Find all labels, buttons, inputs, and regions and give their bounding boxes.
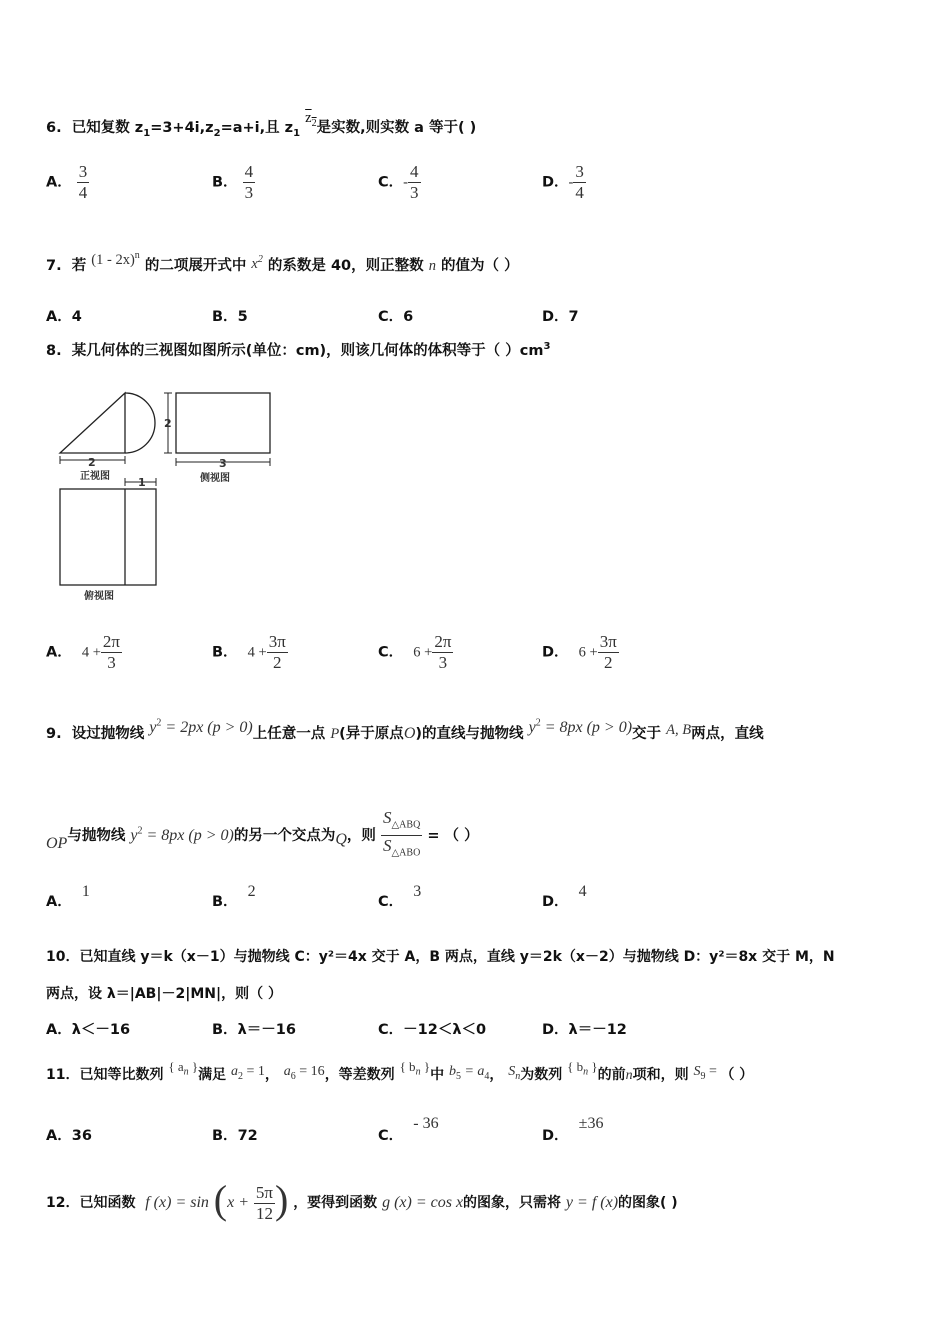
front-view-semicircle <box>125 393 155 453</box>
dim-2-height: 2 <box>164 417 172 430</box>
q11-option-b[interactable]: B．72 <box>212 1128 258 1144</box>
q8-option-d[interactable]: D． 6 + $\frac{3\pi}{2}$ <box>542 632 617 672</box>
q9-option-c[interactable]: C． 3 <box>378 883 422 910</box>
q6-option-b[interactable]: B． $\frac{4}{3}$ <box>212 162 254 202</box>
q10-option-d[interactable]: D．λ＝－12 <box>542 1022 627 1038</box>
q11-option-c[interactable]: C． - 36 <box>378 1115 439 1144</box>
side-view-rect <box>176 393 270 453</box>
q10-option-b[interactable]: B．λ＝－16 <box>212 1022 296 1038</box>
q6-stem: 6. 已知复数 $z_1=3+4i,z_2=a+i$,且 $z_1$ $z_2$是实数,则实数 a 等于( ) <box>46 110 477 139</box>
q11-stem: 11．已知等比数列 { $a_n$ }满足 $a_2 = 1$， $a_6 = 16$，等差数列 { $b_n$ }中 $b_5 = a_4$， $S_n$为数列 { $b_n$ }的前n项和，则 $S_9$ = （ ） <box>46 1059 754 1083</box>
q8-option-c[interactable]: C． 6 + $\frac{2\pi}{3}$ <box>378 632 452 672</box>
q12-stem: 12．已知函数 f (x) = sin (x + $\frac{5\pi}{12}$ ) ，要得到函数 g (x) = cos x的图象，只需将 y = f (x)的图象( ) <box>46 1177 678 1223</box>
q10-stem-line2: 两点，设 λ＝|AB|－2|MN|，则（ ） <box>46 986 282 1002</box>
dim-3: 3 <box>219 457 227 470</box>
q7-option-a[interactable]: A．4 <box>46 309 82 325</box>
dim-2-bottom: 2 <box>88 456 96 469</box>
top-view-rect <box>60 489 156 585</box>
q8-option-a[interactable]: A． 4 + $\frac{2\pi}{3}$ <box>46 632 120 672</box>
q7-stem: 7. 若 (1 - 2x)$^n$ 的二项展开式中 $x^2$ 的系数是 40，则正整数 n 的值为（ ） <box>46 250 519 274</box>
q6-option-d[interactable]: D．- $\frac{3}{4}$ <box>542 162 584 202</box>
q7-option-c[interactable]: C．6 <box>378 309 414 325</box>
q9-option-b[interactable]: B． 2 <box>212 883 256 910</box>
top-view-label: 俯视图 <box>84 591 114 602</box>
q9-option-d[interactable]: D． 4 <box>542 883 587 910</box>
dim-1: 1 <box>138 476 146 489</box>
q9-stem-line2: OP与抛物线 $y^2 = 8px$ (p > 0)的另一个交点为Q，则 $\frac{S_{\triangle ABQ}}{S_{\triangle ABO}}$ = （ ） <box>46 808 479 859</box>
q6-option-c[interactable]: C．- $\frac{4}{3}$ <box>378 162 419 202</box>
q7-option-d[interactable]: D．7 <box>542 309 579 325</box>
q6-option-a[interactable]: A． $\frac{3}{4}$ <box>46 162 88 202</box>
q10-option-a[interactable]: A．λ＜－16 <box>46 1022 131 1038</box>
q11-option-d[interactable]: D． ±36 <box>542 1115 604 1144</box>
q10-stem-line1: 10．已知直线 y＝k（x－1）与抛物线 C：y²＝4x 交于 A，B 两点，直线 y＝2k（x－2）与抛物线 D：y²＝8x 交于 M，N <box>46 949 835 965</box>
side-view-label: 侧视图 <box>200 473 230 484</box>
q8-stem: 8. 某几何体的三视图如图所示(单位：cm)，则该几何体的体积等于（ ）$cm^3$ <box>46 341 551 359</box>
q8-option-b[interactable]: B． 4 + $\frac{3\pi}{2}$ <box>212 632 286 672</box>
q11-option-a[interactable]: A．36 <box>46 1128 92 1144</box>
front-view-label: 正视图 <box>80 471 110 482</box>
three-view-figure <box>50 385 290 610</box>
q9-stem-line1: 9. 设过抛物线 $y^2 = 2px$ (p > 0)上任意一点 P(异于原点O)的直线与抛物线 $y^2 = 8px$ (p > 0)交于 A, B两点，直线 <box>46 717 764 742</box>
q7-option-b[interactable]: B．5 <box>212 309 248 325</box>
q9-option-a[interactable]: A． 1 <box>46 883 90 910</box>
front-view-triangle <box>60 393 125 453</box>
q10-option-c[interactable]: C．－12＜λ＜0 <box>378 1022 487 1038</box>
